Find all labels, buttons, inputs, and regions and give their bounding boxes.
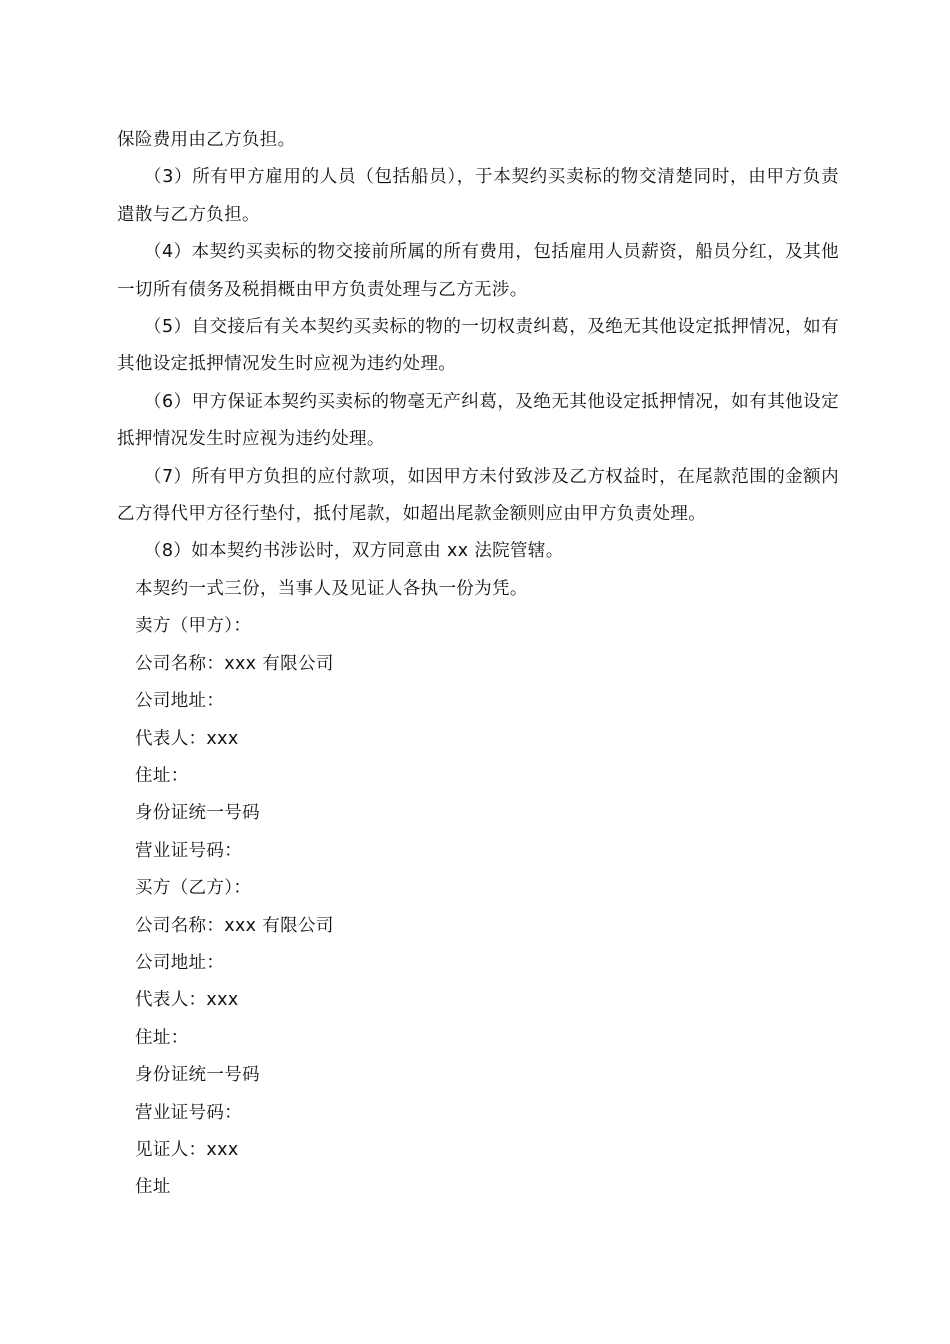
buyer-company-name: 公司名称：xxx 有限公司 [135, 915, 334, 936]
seller-representative: 代表人：xxx [135, 728, 239, 749]
document-body [117, 122, 839, 1207]
buyer-heading: 买方（乙方）： [135, 878, 252, 899]
copies-statement: 本契约一式三份，当事人及见证人各执一份为凭。 [135, 578, 528, 599]
buyer-business-license: 营业证号码： [135, 1102, 243, 1123]
buyer-company-address: 公司地址： [135, 952, 225, 973]
seller-company-name: 公司名称：xxx 有限公司 [135, 653, 334, 674]
paragraph-insurance-cost: 保险费用由乙方负担。 [117, 130, 296, 150]
seller-company-address: 公司地址： [135, 691, 225, 712]
seller-residence: 住址： [135, 765, 189, 786]
buyer-id-number: 身份证统一号码 [135, 1065, 260, 1086]
witness: 见证人：xxx [135, 1139, 239, 1160]
seller-id-number: 身份证统一号码 [135, 803, 260, 824]
clause-5: （5）自交接后有关本契约买卖标的物的一切权责纠葛，及绝无其他设定抵押情况，如有其他设定抵押情况发生时应视为违约处理。 [117, 317, 839, 375]
buyer-representative: 代表人：xxx [135, 990, 239, 1011]
seller-heading: 卖方（甲方）： [135, 616, 252, 637]
clause-3: （3）所有甲方雇用的人员（包括船员），于本契约买卖标的物交清楚同时，由甲方负责遣散与乙方负担。 [117, 167, 839, 225]
clause-8: （8）如本契约书涉讼时，双方同意由 xx 法院管辖。 [144, 541, 564, 562]
clause-4: （4）本契约买卖标的物交接前所属的所有费用，包括雇用人员薪资，船员分红，及其他一切所有债务及税捐概由甲方负责处理与乙方无涉。 [117, 242, 839, 300]
seller-business-license: 营业证号码： [135, 840, 243, 861]
buyer-residence: 住址： [135, 1027, 189, 1048]
clause-6: （6）甲方保证本契约买卖标的物毫无产纠葛，及绝无其他设定抵押情况，如有其他设定抵押情况发生时应视为违约处理。 [117, 391, 839, 450]
witness-residence: 住址 [135, 1177, 171, 1198]
clause-7: （7）所有甲方负担的应付款项，如因甲方未付致涉及乙方权益时，在尾款范围的金额内乙方得代甲方径行垫付，抵付尾款，如超出尾款金额则应由甲方负责处理。 [117, 466, 839, 525]
